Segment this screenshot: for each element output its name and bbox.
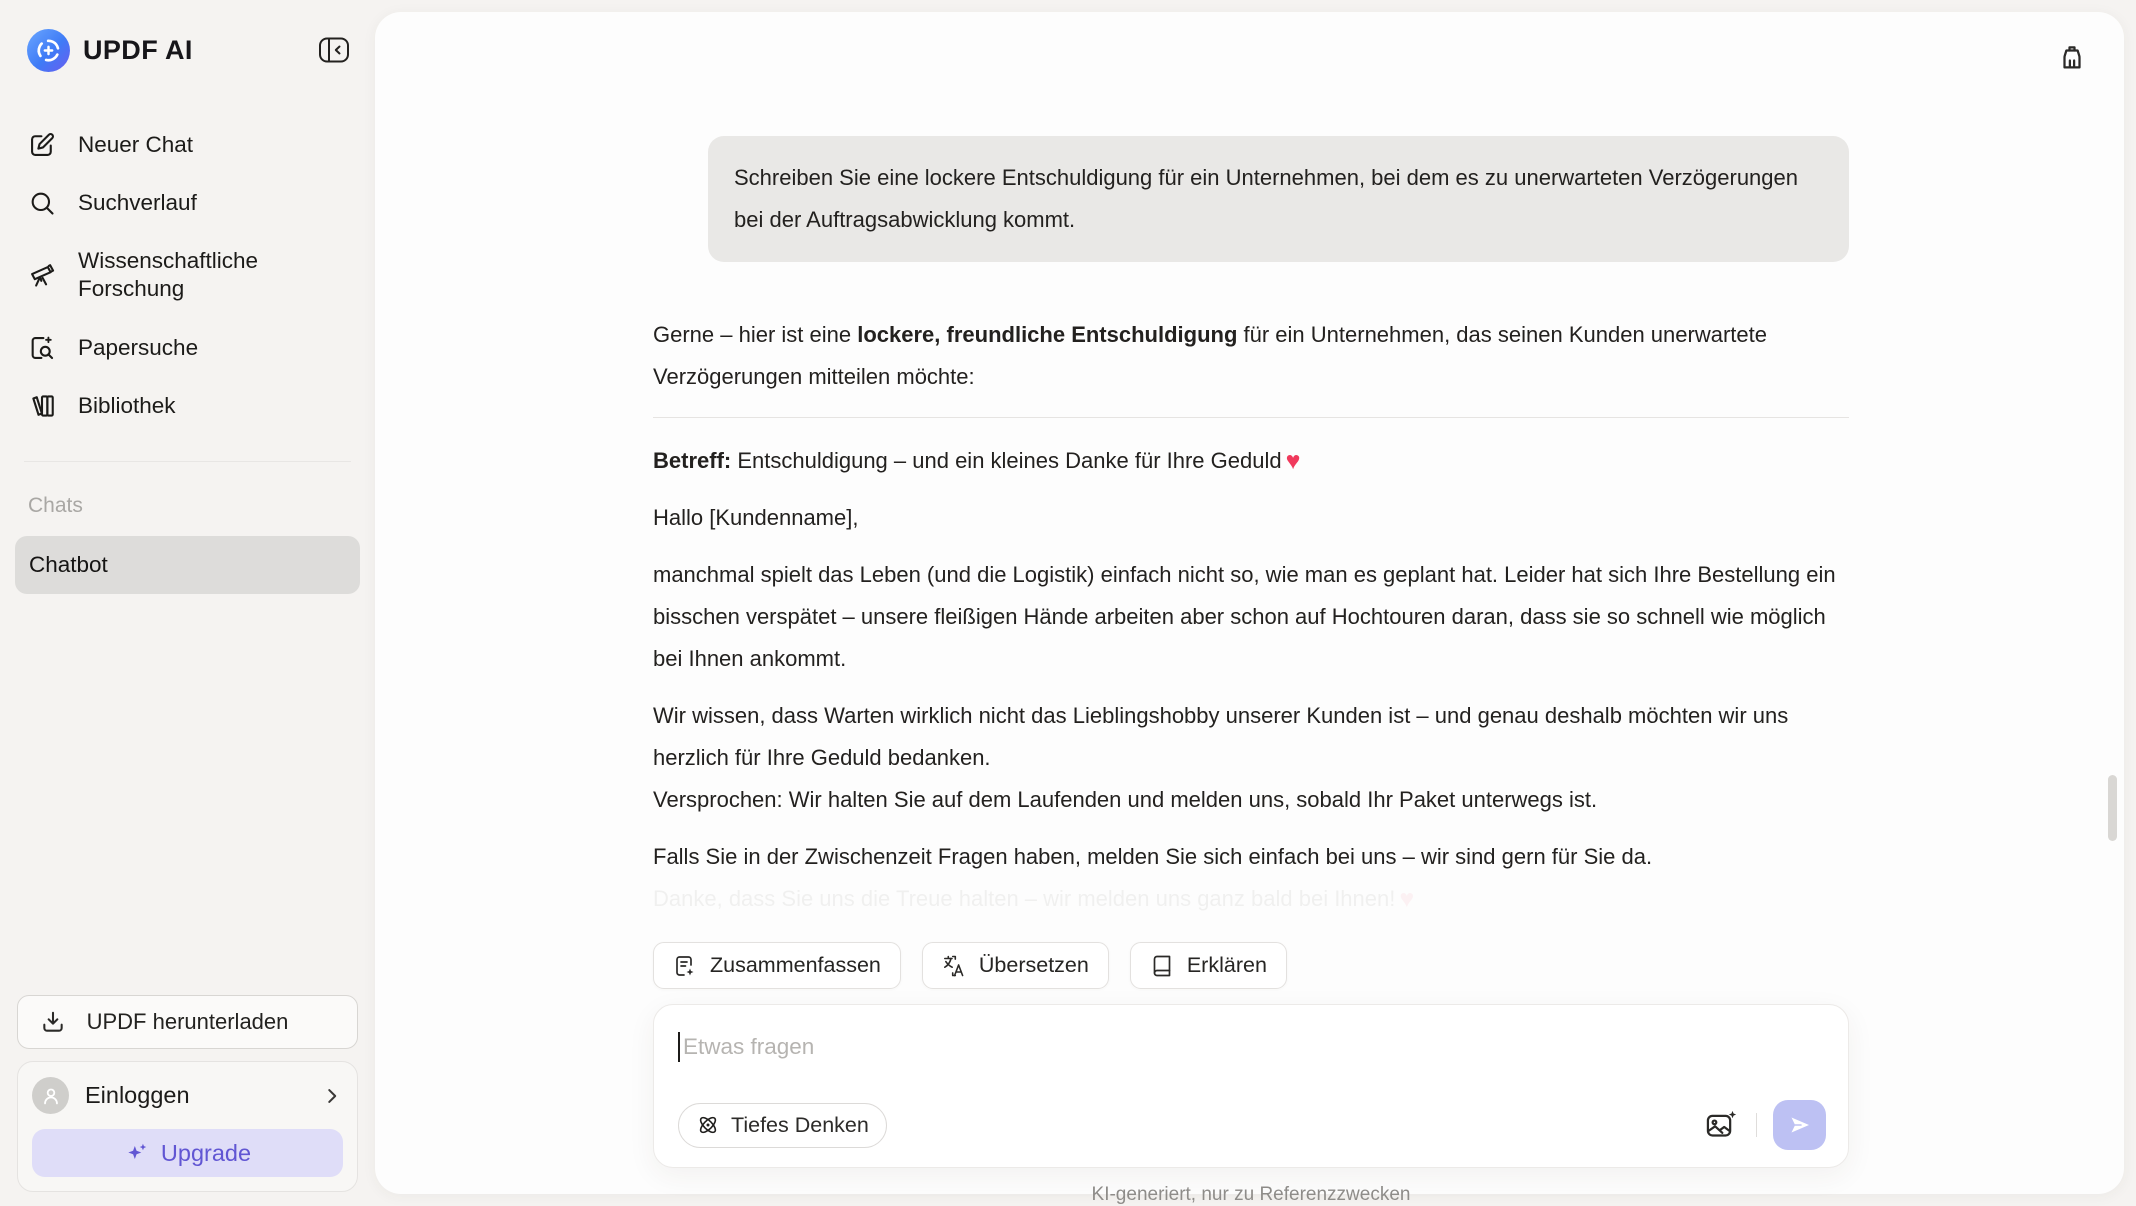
reply-paragraph: Falls Sie in der Zwischenzeit Fragen haben, melden Sie sich einfach bei uns – wir sind gern für Sie da. — [653, 844, 1653, 869]
collapse-sidebar-button[interactable] — [313, 31, 355, 69]
sidebar-item-label: Wissenschaftliche Forschung — [78, 248, 259, 302]
login-row[interactable] — [32, 1077, 343, 1114]
heart-emoji: ♥ — [1285, 447, 1301, 475]
chevron-right-icon — [321, 1085, 343, 1107]
chat-item-label: Chatbot — [29, 551, 108, 577]
sidebar-item-search-history[interactable] — [28, 174, 355, 232]
sidebar-item-library[interactable] — [28, 377, 355, 435]
text-caret — [678, 1032, 680, 1062]
assistant-message — [653, 314, 1849, 920]
reply-greeting: Hallo [Kundenname], — [653, 505, 859, 530]
toolbar-divider — [1756, 1113, 1758, 1137]
send-button[interactable] — [1773, 1100, 1826, 1150]
sidebar-item-label: Bibliothek — [78, 392, 176, 418]
send-icon — [1788, 1113, 1812, 1137]
reply-paragraph: manchmal spielt das Leben (und die Logistik) einfach nicht so, wie man es geplant hat. Leider hat sich Ihre Bestellung ein bisschen verspätet – unsere fleißigen Hände arbeiten aber schon auf Hochtouren daran, dass sie so schnell wie möglich bei Ihnen ankommt. — [653, 562, 1836, 671]
atom-icon — [696, 1113, 720, 1137]
reply-paragraph: Versprochen: Wir halten Sie auf dem Laufenden und melden uns, sobald Ihr Paket unterwegs ist. — [653, 787, 1598, 812]
updf-ai-logo-icon — [26, 28, 71, 73]
search-icon — [28, 189, 56, 217]
book-icon — [1150, 954, 1174, 978]
broom-icon — [2057, 43, 2087, 73]
logo-row — [0, 26, 375, 74]
action-label: Erklären — [1186, 953, 1267, 977]
sparkles-icon — [124, 1140, 150, 1166]
deep-thinking-toggle[interactable] — [678, 1103, 887, 1148]
ai-disclaimer: KI-generiert, nur zu Referenzzwecken — [1091, 1184, 1411, 1205]
composer — [653, 1004, 1849, 1168]
sidebar-divider — [24, 461, 351, 462]
chat-column — [653, 12, 1849, 1205]
reply-intro: Gerne – hier ist eine lockere, freundliche Entschuldigung für ein Unternehmen, das seinen Kunden unerwartete Verzögerungen mitteilen möchte: — [653, 322, 1767, 389]
message-divider — [653, 417, 1849, 418]
login-label: Einloggen — [85, 1082, 190, 1108]
download-updf-label: UPDF herunterladen — [86, 1009, 289, 1034]
composer-toolbar — [678, 1100, 1826, 1150]
input-placeholder: Etwas fragen — [683, 1034, 815, 1059]
chats-section-label: Chats — [28, 493, 83, 517]
telescope-icon — [28, 261, 56, 289]
explain-button[interactable] — [1130, 942, 1287, 989]
message-input[interactable] — [654, 1005, 1848, 1062]
upgrade-label: Upgrade — [160, 1139, 252, 1166]
sidebar-item-new-chat[interactable] — [28, 116, 355, 174]
download-updf-button[interactable] — [17, 995, 358, 1049]
action-label: Übersetzen — [978, 953, 1089, 977]
deep-thinking-label: Tiefes Denken — [731, 1112, 869, 1137]
paper-search-icon — [28, 334, 56, 362]
sidebar-item-scientific-research[interactable] — [28, 232, 355, 318]
new-chat-icon — [28, 131, 56, 159]
user-message-bubble: Schreiben Sie eine lockere Entschuldigung für ein Unternehmen, bei dem es zu unerwarteten Verzögerungen bei der Auftragsabwicklung kommt. — [708, 136, 1849, 262]
sidebar-item-label: Papersuche — [78, 334, 199, 360]
action-label: Zusammenfassen — [710, 953, 881, 977]
faded-heart-emoji: ♥ — [1399, 885, 1415, 913]
upgrade-button[interactable] — [32, 1129, 343, 1177]
summarize-button[interactable] — [653, 942, 901, 989]
sidebar-item-label: Neuer Chat — [78, 132, 194, 157]
quick-actions-row — [653, 942, 1849, 989]
reply-subject: Betreff: Entschuldigung – und ein kleines Danke für Ihre Geduld ♥ — [653, 447, 1301, 475]
chat-list-item-chatbot[interactable] — [15, 536, 360, 594]
login-card — [17, 1061, 358, 1192]
translate-icon — [942, 954, 966, 978]
app-title: UPDF AI — [83, 34, 193, 65]
sidebar-item-label: Suchverlauf — [78, 190, 197, 216]
summarize-icon — [673, 954, 697, 978]
translate-button[interactable] — [922, 942, 1109, 989]
avatar — [32, 1077, 69, 1114]
attach-image-button[interactable] — [1704, 1108, 1738, 1142]
faded-text-line: Danke, dass Sie uns die Treue halten – wir melden uns ganz bald bei Ihnen! ♥ — [653, 885, 1415, 913]
sidebar-item-paper-search[interactable] — [28, 319, 355, 377]
sidebar-bottom — [0, 995, 375, 1192]
library-icon — [28, 392, 56, 420]
sidebar — [0, 0, 375, 1206]
sidebar-nav — [0, 116, 375, 435]
reply-paragraph: Wir wissen, dass Warten wirklich nicht das Lieblingshobby unserer Kunden ist – und genau deshalb möchten wir uns herzlich für Ihre Geduld bedanken. — [653, 703, 1789, 770]
scrollbar-thumb[interactable] — [2108, 775, 2117, 841]
chat-panel — [375, 12, 2124, 1205]
clear-chat-button[interactable] — [2050, 36, 2094, 80]
